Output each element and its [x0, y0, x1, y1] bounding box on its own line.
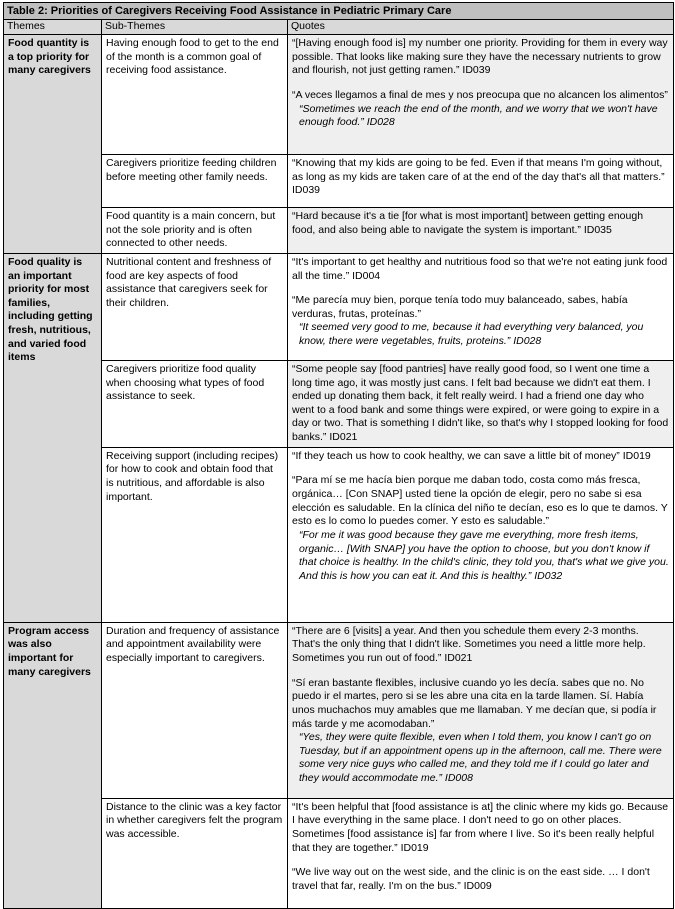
quote-text: “It's important to get healthy and nutritious food so that we're not eating junk food all the time.” ID004 — [292, 255, 668, 282]
quote-text: “Knowing that my kids are going to be fed. Even if that means I'm going without, as long as my kids are taken care of at the end of the day that's all that matters.” ID039 — [292, 156, 665, 197]
subtheme-cell: Caregivers prioritize feeding children before meeting other family needs. — [102, 154, 288, 207]
quote-translation: “Yes, they were quite flexible, even when I told them, you know I can't go on Tuesday, but if an appointment opens up in the afternoon, call me. There were some very nice guys who called me, and they told me if I could go later and they would accommodate me.” ID008 — [299, 731, 662, 785]
table-header-row — [4, 20, 674, 35]
quote-cell — [288, 253, 674, 360]
quote-cell — [288, 34, 674, 154]
table-row — [4, 622, 674, 798]
table-row — [4, 207, 674, 253]
quote-cell — [288, 154, 674, 207]
quote-text: “[Having enough food is] my number one priority. Providing for them in every way possible. That looks like making sure they have the necessary nutrients to grow and flourish, not just getting ramen.” ID039 — [292, 36, 668, 77]
theme-food-quantity: Food quantity is a top priority for many caregivers — [4, 34, 102, 253]
theme-program-access: Program access was also important for many caregivers — [4, 622, 102, 908]
quote-text: “If they teach us how to cook healthy, we can save a little bit of money” ID019 — [292, 449, 651, 462]
quote-cell — [288, 360, 674, 447]
document — [3, 2, 673, 894]
theme-food-quality: Food quality is an important priority for most families, including getting fresh, nutritious, and varied food items — [4, 253, 102, 622]
table-caption-row — [4, 3, 674, 20]
quote-text: “Some people say [food pantries] have really good food, so I went one time a long time ago, it was mostly just cans. I felt bad because we didn't eat them. I ended up donating them back, it felt really weird. I had a friend one day who went to a food bank and some things were expired, or were going to expire in a day or two. That is something I didn't like, so that's why I stopped looking for food banks.” ID021 — [292, 362, 669, 444]
quote-text-continued: Sometimes [food assistance is] far from where I live. So it's been really helpful that they are together.” ID019 — [292, 827, 655, 854]
quote-cell — [288, 798, 674, 908]
subtheme-cell: Having enough food to get to the end of the month is a common goal of receiving food assistance. — [102, 34, 288, 154]
table-caption: Table 2: Priorities of Caregivers Receiving Food Assistance in Pediatric Primary Care — [4, 3, 674, 20]
subtheme-cell: Food quantity is a main concern, but not the sole priority and is often connected to other needs. — [102, 207, 288, 253]
header-themes: Themes — [4, 20, 102, 35]
quote-cell — [288, 207, 674, 253]
quote-text-spanish: “Me parecía muy bien, porque tenía todo muy balanceado, sabes, había verduras, frutas, proteínas.” — [292, 294, 628, 320]
table-row — [4, 34, 674, 154]
quote-cell — [288, 447, 674, 622]
quote-translation: “For me it was good because they gave me everything, more fresh items, organic… [With SNAP] you have the option to choose, but you don't know if that choice is healthy. In the child's clinic, they told you, that's what we give you. And this is how you can eat it. And this is healthy.” ID032 — [299, 528, 669, 582]
table-row — [4, 447, 674, 622]
table-row — [4, 360, 674, 447]
quote-text: “There are 6 [visits] a year. And then you schedule them every 2-3 months. That's the only thing that I didn't like. Sometimes you need a little more help. Sometimes you run out of food.” ID021 — [292, 624, 646, 664]
quote-text-spanish: “A veces llegamos a final de mes y nos preocupa que no alcancen los alimentos” — [292, 88, 668, 101]
quote-text: “Hard because it's a tie [for what is most important] between getting enough food, and also being able to navigate the system is important.” ID035 — [292, 209, 644, 236]
header-sub-themes: Sub-Themes — [102, 20, 288, 35]
header-quotes: Quotes — [288, 20, 674, 35]
subtheme-cell: Receiving support (including recipes) for how to cook and obtain food that is nutritious, and affordable is also important. — [102, 447, 288, 622]
table-row — [4, 154, 674, 207]
quote-translation: “It seemed very good to me, because it had everything very balanced, you know, there were vegetables, fruits, proteins.” ID028 — [299, 321, 644, 348]
subtheme-cell: Nutritional content and freshness of food are key aspects of food assistance that caregivers seek for their children. — [102, 253, 288, 360]
quote-text: “We live way out on the west side, and the clinic is on the east side. … I don't travel that far, really. I'm on the bus.” ID009 — [292, 866, 650, 892]
quote-text-spanish: “Para mí se me hacía bien porque me daban todo, costa como más fresca, orgánica… [Con SNAP] usted tiene la opción de elegir, pero no sabe si esa elección es saludable. En la clínica del niño te decían, eso es lo que te damos. Y esto es lo como lo puedes comer. Y esto es saludable.” — [292, 474, 668, 528]
quote-cell — [288, 622, 674, 798]
table-row — [4, 253, 674, 360]
quote-text: “It's been helpful that [food assistance is at] the clinic where my kids go. Because I have everything in the same place. I don't need to go on other places. — [292, 800, 669, 827]
quote-translation: “Sometimes we reach the end of the month, and we worry that we won't have enough food.” ID028 — [299, 102, 658, 129]
table-row — [4, 798, 674, 908]
subtheme-cell: Distance to the clinic was a key factor in whether caregivers felt the program was accessible. — [102, 798, 288, 908]
priorities-table — [3, 2, 674, 909]
subtheme-cell: Duration and frequency of assistance and appointment availability were especially important to caregivers. — [102, 622, 288, 798]
quote-text-spanish: “Sí eran bastante flexibles, inclusive cuando yo les decía. sabes que no. No puedo ir el martes, pero si se les abre una cita en la tarde llamen. Sí. Había unos muchachos muy amables que me llamaban. Y me decían que, si podía ir más tarde y me acomodaban.” — [292, 676, 657, 730]
subtheme-cell: Caregivers prioritize food quality when choosing what types of food assistance to seek. — [102, 360, 288, 447]
